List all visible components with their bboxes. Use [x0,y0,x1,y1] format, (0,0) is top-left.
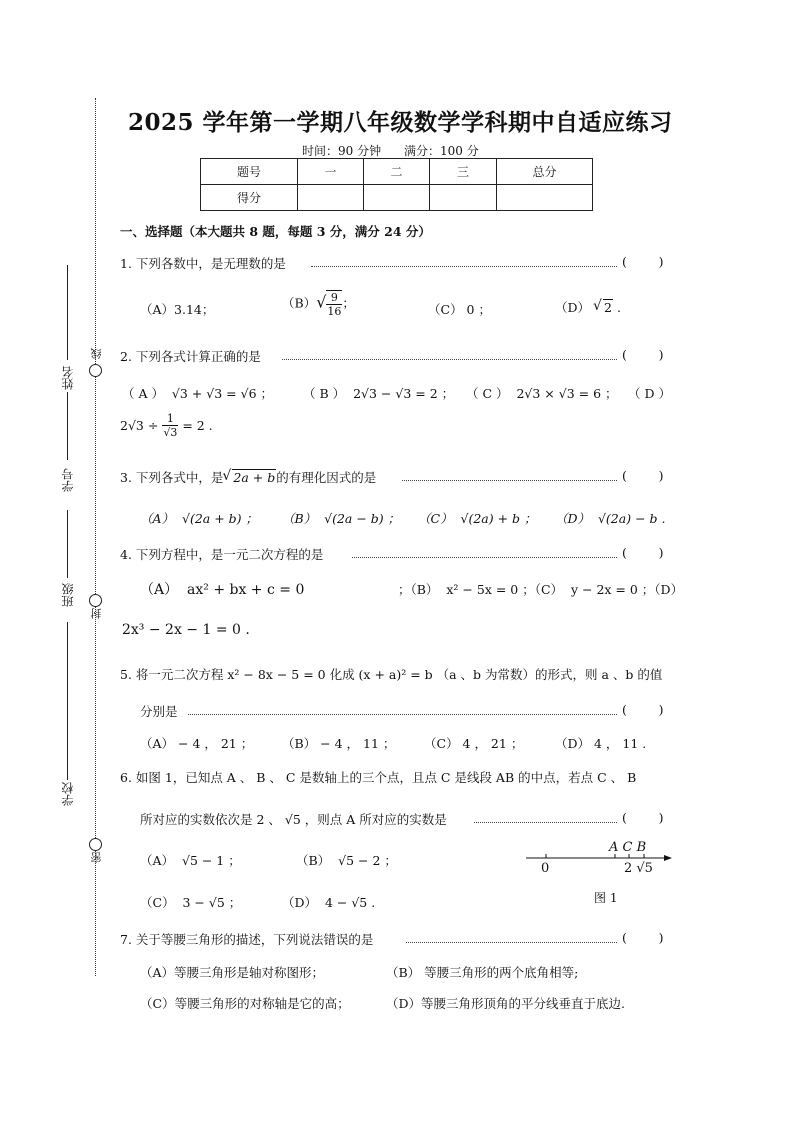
q2-d-fraction [162,412,178,439]
q3-option-c[interactable]: （C） √(2a) + b ； [418,511,537,526]
fig-caption: 图 1 [594,891,618,905]
seal-text-seal: 封 [90,608,103,619]
seal-circle-2 [89,594,102,607]
q3-option-b[interactable]: （B） √(2a − b) ； [282,511,401,526]
q5-dots [188,714,617,715]
name-underline [67,265,68,360]
score-cell[interactable] [497,185,593,211]
q4-dots [352,557,617,558]
fig-value-labels: 2 √5 [624,861,653,876]
q4-option-bcd[interactable]: ；（B） x² − 5x = 0 ；（C） y − 2x = 0 ；（D） [398,582,684,597]
q3-dots [402,480,617,481]
name-label: 姓名 [61,366,75,390]
q5-option-a[interactable]: （A） − 4 ， 21 ； [140,736,254,751]
q6-stem-2: 所对应的实数依次是 2 、 √5 ，则点 A 所对应的实数是 [140,812,447,827]
q1-answer-paren[interactable]: ( ) [622,254,664,269]
q7-stem: 7. 关于等腰三角形的描述，下列说法错误的是 [120,932,374,947]
q4-answer-paren[interactable]: ( ) [622,545,664,560]
q6-option-d[interactable]: （D） 4 − √5 . [282,895,376,910]
q1-b-label: （B） [282,295,317,311]
class-underline [67,510,68,578]
section1-heading: 一、选择题（本大题共 8 题，每题 3 分，满分 24 分） [120,224,431,239]
score-table [200,158,593,211]
student-id-underline [67,392,68,460]
q1-d-label: （D） [555,300,591,315]
q6-option-b[interactable]: （B） √5 − 2 ； [296,853,397,868]
school-underline [67,622,68,780]
score-row-label: 得分 [201,185,298,211]
q1-d-rad: 2 [604,300,612,315]
q2-d-den: √3 [163,426,178,439]
q7-option-d[interactable]: （D）等腰三角形顶角的平分线垂直于底边. [386,996,625,1011]
seal-circle-1 [89,364,102,377]
q3-option-a[interactable]: （A） √(2a + b) ； [140,511,258,526]
q7-answer-paren[interactable]: ( ) [622,930,664,945]
q5-stem: 5. 将一元二次方程 x² − 8x − 5 = 0 化成 (x + a)² = b （a 、b 为常数）的形式，则 a 、b 的值 [120,667,663,682]
student-id-label: 学号 [61,468,75,492]
score-header-cell: 二 [364,159,430,185]
q1-stem: 1. 下列各数中，是无理数的是 [120,256,286,271]
q7-option-a[interactable]: （A）等腰三角形是轴对称图形； [140,965,325,980]
time-info: 时间：90 分钟 满分：100 分 [302,144,479,158]
q3-option-d[interactable]: （D） √(2a) − b . [555,511,666,526]
q1-option-b[interactable]: （B）√ $\frac{9}{16}$ ； [282,291,355,318]
score-cell[interactable] [298,185,364,211]
fig-point-labels: A C B [609,840,647,855]
q6-stem: 6. 如图 1，已知点 A 、 B 、 C 是数轴上的三个点，且点 C 是线段 AB 的中点，若点 C 、 B [120,770,637,785]
q2-option-d-expr[interactable] [120,412,213,439]
q5-option-c[interactable]: （C） 4 ， 21 ； [424,736,524,751]
seal-text-secret: 密 [90,852,103,863]
q6-dots [474,822,617,823]
score-header-cell: 三 [430,159,497,185]
number-line-arrow [664,855,672,861]
q5-answer-paren[interactable]: ( ) [622,702,664,717]
q3-stem-pre: 3. 下列各式中，是 [120,470,224,485]
q1-option-a[interactable]: （A）3.14； [140,302,215,317]
q5-option-d[interactable]: （D） 4 ， 11 . [555,736,647,751]
q1-dots [311,266,617,267]
exam-title: 2025 学年第一学期八年级数学学科期中自适应练习 [128,109,673,136]
seal-circle-3 [89,838,102,851]
fig-zero-label: 0 [541,861,550,876]
q2-dots [282,359,617,360]
class-label: 班级 [61,583,75,607]
score-header-cell: 总分 [497,159,593,185]
q7-option-c[interactable]: （C）等腰三角形的对称轴是它的高； [140,996,350,1011]
score-cell[interactable] [430,185,497,211]
q2-option-a[interactable]: （ A ） √3 + √3 = √6 ； [122,386,273,401]
q7-dots [406,942,617,943]
q3-stem [120,468,376,486]
q2-d-pre: 2√3 ÷ [120,418,159,433]
score-header-cell: 一 [298,159,364,185]
q1-b-den: 16 [327,305,342,318]
q1-option-d[interactable] [555,298,621,316]
q5-option-b[interactable]: （B） − 4 ， 11 ； [282,736,396,751]
q2-d-post: = 2 . [182,418,213,433]
q4-option-d-expr[interactable]: 2x³ − 2x − 1 = 0 . [122,622,250,638]
q2-stem: 2. 下列各式计算正确的是 [120,349,261,364]
school-label: 学校 [61,782,75,806]
q3-stem-rad: 2a + b [233,470,276,485]
q2-answer-paren[interactable]: ( ) [622,347,664,362]
q1-b-post: ； [342,295,355,311]
q2-option-d-label[interactable]: （ D ） [628,386,671,401]
score-header-cell: 题号 [201,159,298,185]
q2-option-c[interactable]: （ C ） 2√3 × √3 = 6 ； [466,386,618,401]
q2-d-num: 1 [162,412,178,426]
q1-b-num: 9 [326,291,342,305]
q4-stem: 4. 下列方程中，是一元二次方程的是 [120,547,324,562]
q1-d-post: . [616,300,621,315]
q7-option-b[interactable]: （B） 等腰三角形的两个底角相等; [386,965,579,980]
score-cell[interactable] [364,185,430,211]
q6-option-c[interactable]: （C） 3 − √5 ； [140,895,242,910]
q1-b-fraction [326,290,342,318]
q1-option-c[interactable]: （C） 0 ； [428,302,491,317]
q6-answer-paren[interactable]: ( ) [622,810,664,825]
q6-option-a[interactable]: （A） √5 − 1 ； [140,853,241,868]
q3-stem-post: 的有理化因式的是 [276,470,377,485]
seal-text-line: 线 [90,348,103,359]
q3-answer-paren[interactable]: ( ) [622,468,664,483]
q4-option-a[interactable]: （A） ax² + bx + c = 0 [140,582,305,598]
q2-option-b[interactable]: （ B ） 2√3 − √3 = 2 ； [303,386,455,401]
q5-stem-2: 分别是 [140,704,178,719]
